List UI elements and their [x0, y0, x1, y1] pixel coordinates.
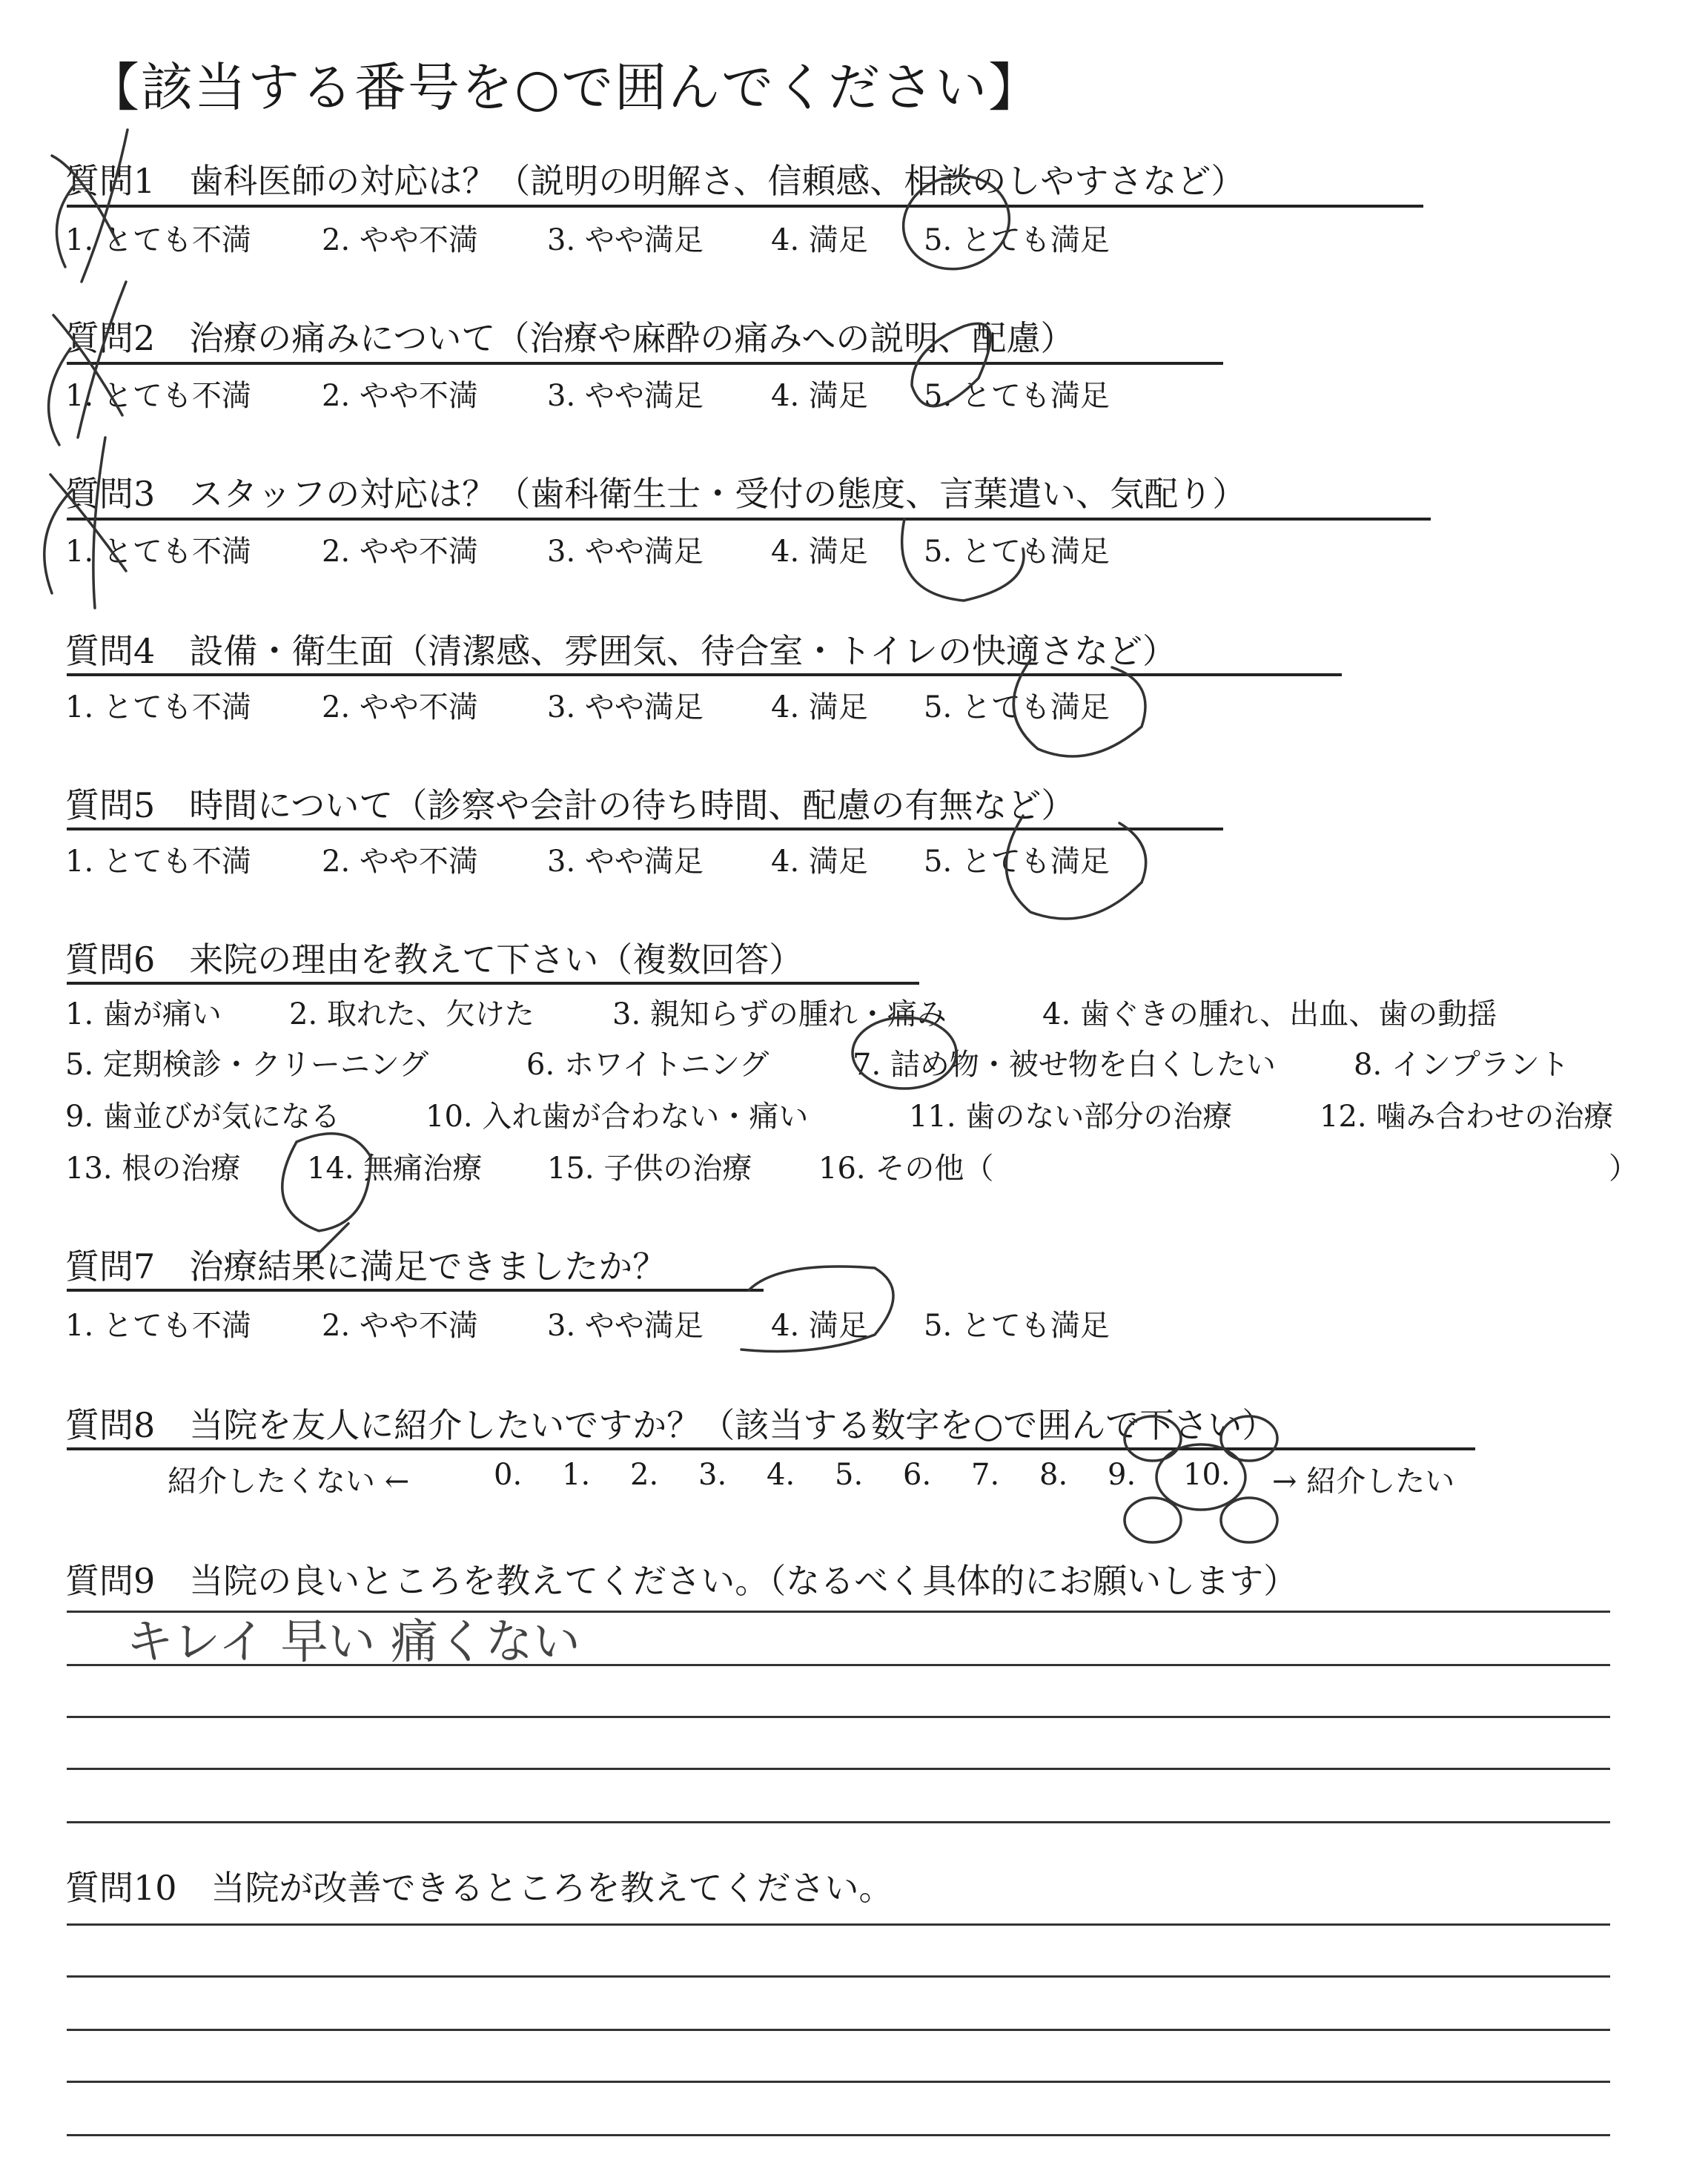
- question-3-title: 質問3 スタッフの対応は？（歯科衛生士・受付の態度、言葉遣い、気配り）: [65, 474, 1247, 514]
- q7-option-4[interactable]: 4. 満足: [771, 1309, 868, 1343]
- q4-option-1[interactable]: 1. とても不満: [65, 690, 251, 724]
- q8-right-label: → 紹介したい: [1272, 1464, 1455, 1499]
- divider: [67, 1447, 1475, 1450]
- q3-option-4[interactable]: 4. 満足: [771, 535, 868, 569]
- q6-option-1[interactable]: 1. 歯が痛い: [65, 997, 222, 1031]
- writing-line[interactable]: [67, 2134, 1610, 2136]
- q6-option-12[interactable]: 12. 噛み合わせの治療: [1320, 1100, 1614, 1134]
- divider: [67, 1289, 764, 1292]
- q4-option-3[interactable]: 3. やや満足: [547, 690, 704, 724]
- q5-option-1[interactable]: 1. とても不満: [65, 845, 251, 879]
- q6-option-8[interactable]: 8. インプラント: [1354, 1048, 1569, 1082]
- q7-option-1[interactable]: 1. とても不満: [65, 1309, 251, 1343]
- q6-option-4[interactable]: 4. 歯ぐきの腫れ、出血、歯の動揺: [1042, 997, 1497, 1031]
- divider: [67, 828, 1223, 830]
- q8-scale-9[interactable]: 9.: [1108, 1458, 1136, 1492]
- q5-option-2[interactable]: 2. やや不満: [322, 845, 478, 879]
- writing-line[interactable]: [67, 1716, 1610, 1718]
- q8-scale-1[interactable]: 1.: [562, 1458, 591, 1492]
- q6-option-11[interactable]: 11. 歯のない部分の治療: [909, 1100, 1233, 1134]
- q6-option-7[interactable]: 7. 詰め物・被せ物を白くしたい: [853, 1048, 1276, 1082]
- q2-option-4[interactable]: 4. 満足: [771, 379, 868, 413]
- q8-scale-3[interactable]: 3.: [698, 1458, 727, 1492]
- q6-option-2[interactable]: 2. 取れた、欠けた: [289, 997, 534, 1031]
- q5-option-3[interactable]: 3. やや満足: [547, 845, 704, 879]
- q1-option-1[interactable]: 1. とても不満: [65, 223, 251, 257]
- q8-scale-6[interactable]: 6.: [903, 1458, 932, 1492]
- q8-scale-4[interactable]: 4.: [767, 1458, 795, 1492]
- q8-left-label: 紹介したくない ←: [168, 1464, 410, 1499]
- q7-option-5[interactable]: 5. とても満足: [924, 1309, 1110, 1343]
- q8-scale-10[interactable]: 10.: [1183, 1458, 1231, 1492]
- writing-line: [67, 1611, 1610, 1613]
- question-6-title: 質問6 来院の理由を教えて下さい（複数回答）: [65, 939, 804, 980]
- q4-option-2[interactable]: 2. やや不満: [322, 690, 478, 724]
- writing-line[interactable]: [67, 1768, 1610, 1770]
- strike-mark: [93, 437, 105, 608]
- q1-option-3[interactable]: 3. やや満足: [547, 223, 704, 257]
- q5-option-4[interactable]: 4. 満足: [771, 845, 868, 879]
- q5-option-5[interactable]: 5. とても満足: [924, 845, 1110, 879]
- writing-line[interactable]: [67, 1923, 1610, 1926]
- question-8-title: 質問8 当院を友人に紹介したいですか？（該当する数字を○で囲んで下さい）: [65, 1405, 1277, 1445]
- writing-line[interactable]: [67, 2081, 1610, 2083]
- q3-option-3[interactable]: 3. やや満足: [547, 535, 704, 569]
- q8-scale-2[interactable]: 2.: [630, 1458, 659, 1492]
- q2-option-3[interactable]: 3. やや満足: [547, 379, 704, 413]
- question-9-title: 質問9 当院の良いところを教えてください。（なるべく具体的にお願いします）: [65, 1561, 1298, 1601]
- q3-option-1[interactable]: 1. とても不満: [65, 535, 251, 569]
- q1-option-5[interactable]: 5. とても満足: [924, 223, 1110, 257]
- writing-line[interactable]: [67, 1664, 1610, 1666]
- q7-option-3[interactable]: 3. やや満足: [547, 1309, 704, 1343]
- q9-handwritten-answer: キレイ 早い 痛くない: [126, 1615, 580, 1670]
- writing-line[interactable]: [67, 2029, 1610, 2031]
- q2-option-1[interactable]: 1. とても不満: [65, 379, 251, 413]
- q6-option-5[interactable]: 5. 定期検診・クリーニング: [65, 1048, 429, 1082]
- q6-option-3[interactable]: 3. 親知らずの腫れ・痛み: [612, 997, 947, 1031]
- q1-option-4[interactable]: 4. 満足: [771, 223, 868, 257]
- divider: [67, 362, 1223, 365]
- divider: [67, 518, 1431, 521]
- question-1-title: 質問1 歯科医師の対応は？（説明の明解さ、信頼感、相談のしやすさなど）: [65, 161, 1245, 201]
- q8-scale-8[interactable]: 8.: [1039, 1458, 1068, 1492]
- q8-scale-7[interactable]: 7.: [971, 1458, 1000, 1492]
- q6-option-10[interactable]: 10. 入れ歯が合わない・痛い: [426, 1100, 809, 1134]
- q3-option-2[interactable]: 2. やや不満: [322, 535, 478, 569]
- q6-option-13[interactable]: 13. 根の治療: [65, 1152, 241, 1186]
- question-2-title: 質問2 治療の痛みについて（治療や麻酔の痛みへの説明、配慮）: [65, 318, 1075, 358]
- question-7-title: 質問7 治療結果に満足できましたか？: [65, 1246, 667, 1287]
- writing-line[interactable]: [67, 1821, 1610, 1823]
- q6-option-9[interactable]: 9. 歯並びが気になる: [65, 1100, 340, 1134]
- q7-option-2[interactable]: 2. やや不満: [322, 1309, 478, 1343]
- q1-option-2[interactable]: 2. やや不満: [322, 223, 478, 257]
- q4-option-5[interactable]: 5. とても満足: [924, 690, 1110, 724]
- page-title: 【該当する番号を○で囲んでください】: [87, 57, 1042, 118]
- q6-option-14[interactable]: 14. 無痛治療: [307, 1152, 483, 1186]
- divider: [67, 673, 1342, 676]
- q6-option-15[interactable]: 15. 子供の治療: [547, 1152, 752, 1186]
- q6-option-16[interactable]: 16. その他（: [818, 1152, 994, 1186]
- q2-option-5[interactable]: 5. とても満足: [924, 379, 1110, 413]
- q2-option-2[interactable]: 2. やや不満: [322, 379, 478, 413]
- q8-scale-5[interactable]: 5.: [835, 1458, 864, 1492]
- writing-line[interactable]: [67, 1975, 1610, 1978]
- question-10-title: 質問10 当院が改善できるところを教えてください。: [65, 1868, 893, 1908]
- q6-option-16-close-paren: ）: [1609, 1152, 1638, 1186]
- divider: [67, 205, 1423, 208]
- question-4-title: 質問4 設備・衛生面（清潔感、雰囲気、待合室・トイレの快適さなど）: [65, 631, 1176, 671]
- q6-option-6[interactable]: 6. ホワイトニング: [526, 1048, 769, 1082]
- divider: [67, 982, 919, 985]
- q4-option-4[interactable]: 4. 満足: [771, 690, 868, 724]
- q8-scale-0[interactable]: 0.: [494, 1458, 523, 1492]
- question-5-title: 質問5 時間について（診察や会計の待ち時間、配慮の有無など）: [65, 785, 1076, 825]
- q3-option-5[interactable]: 5. とても満足: [924, 535, 1110, 569]
